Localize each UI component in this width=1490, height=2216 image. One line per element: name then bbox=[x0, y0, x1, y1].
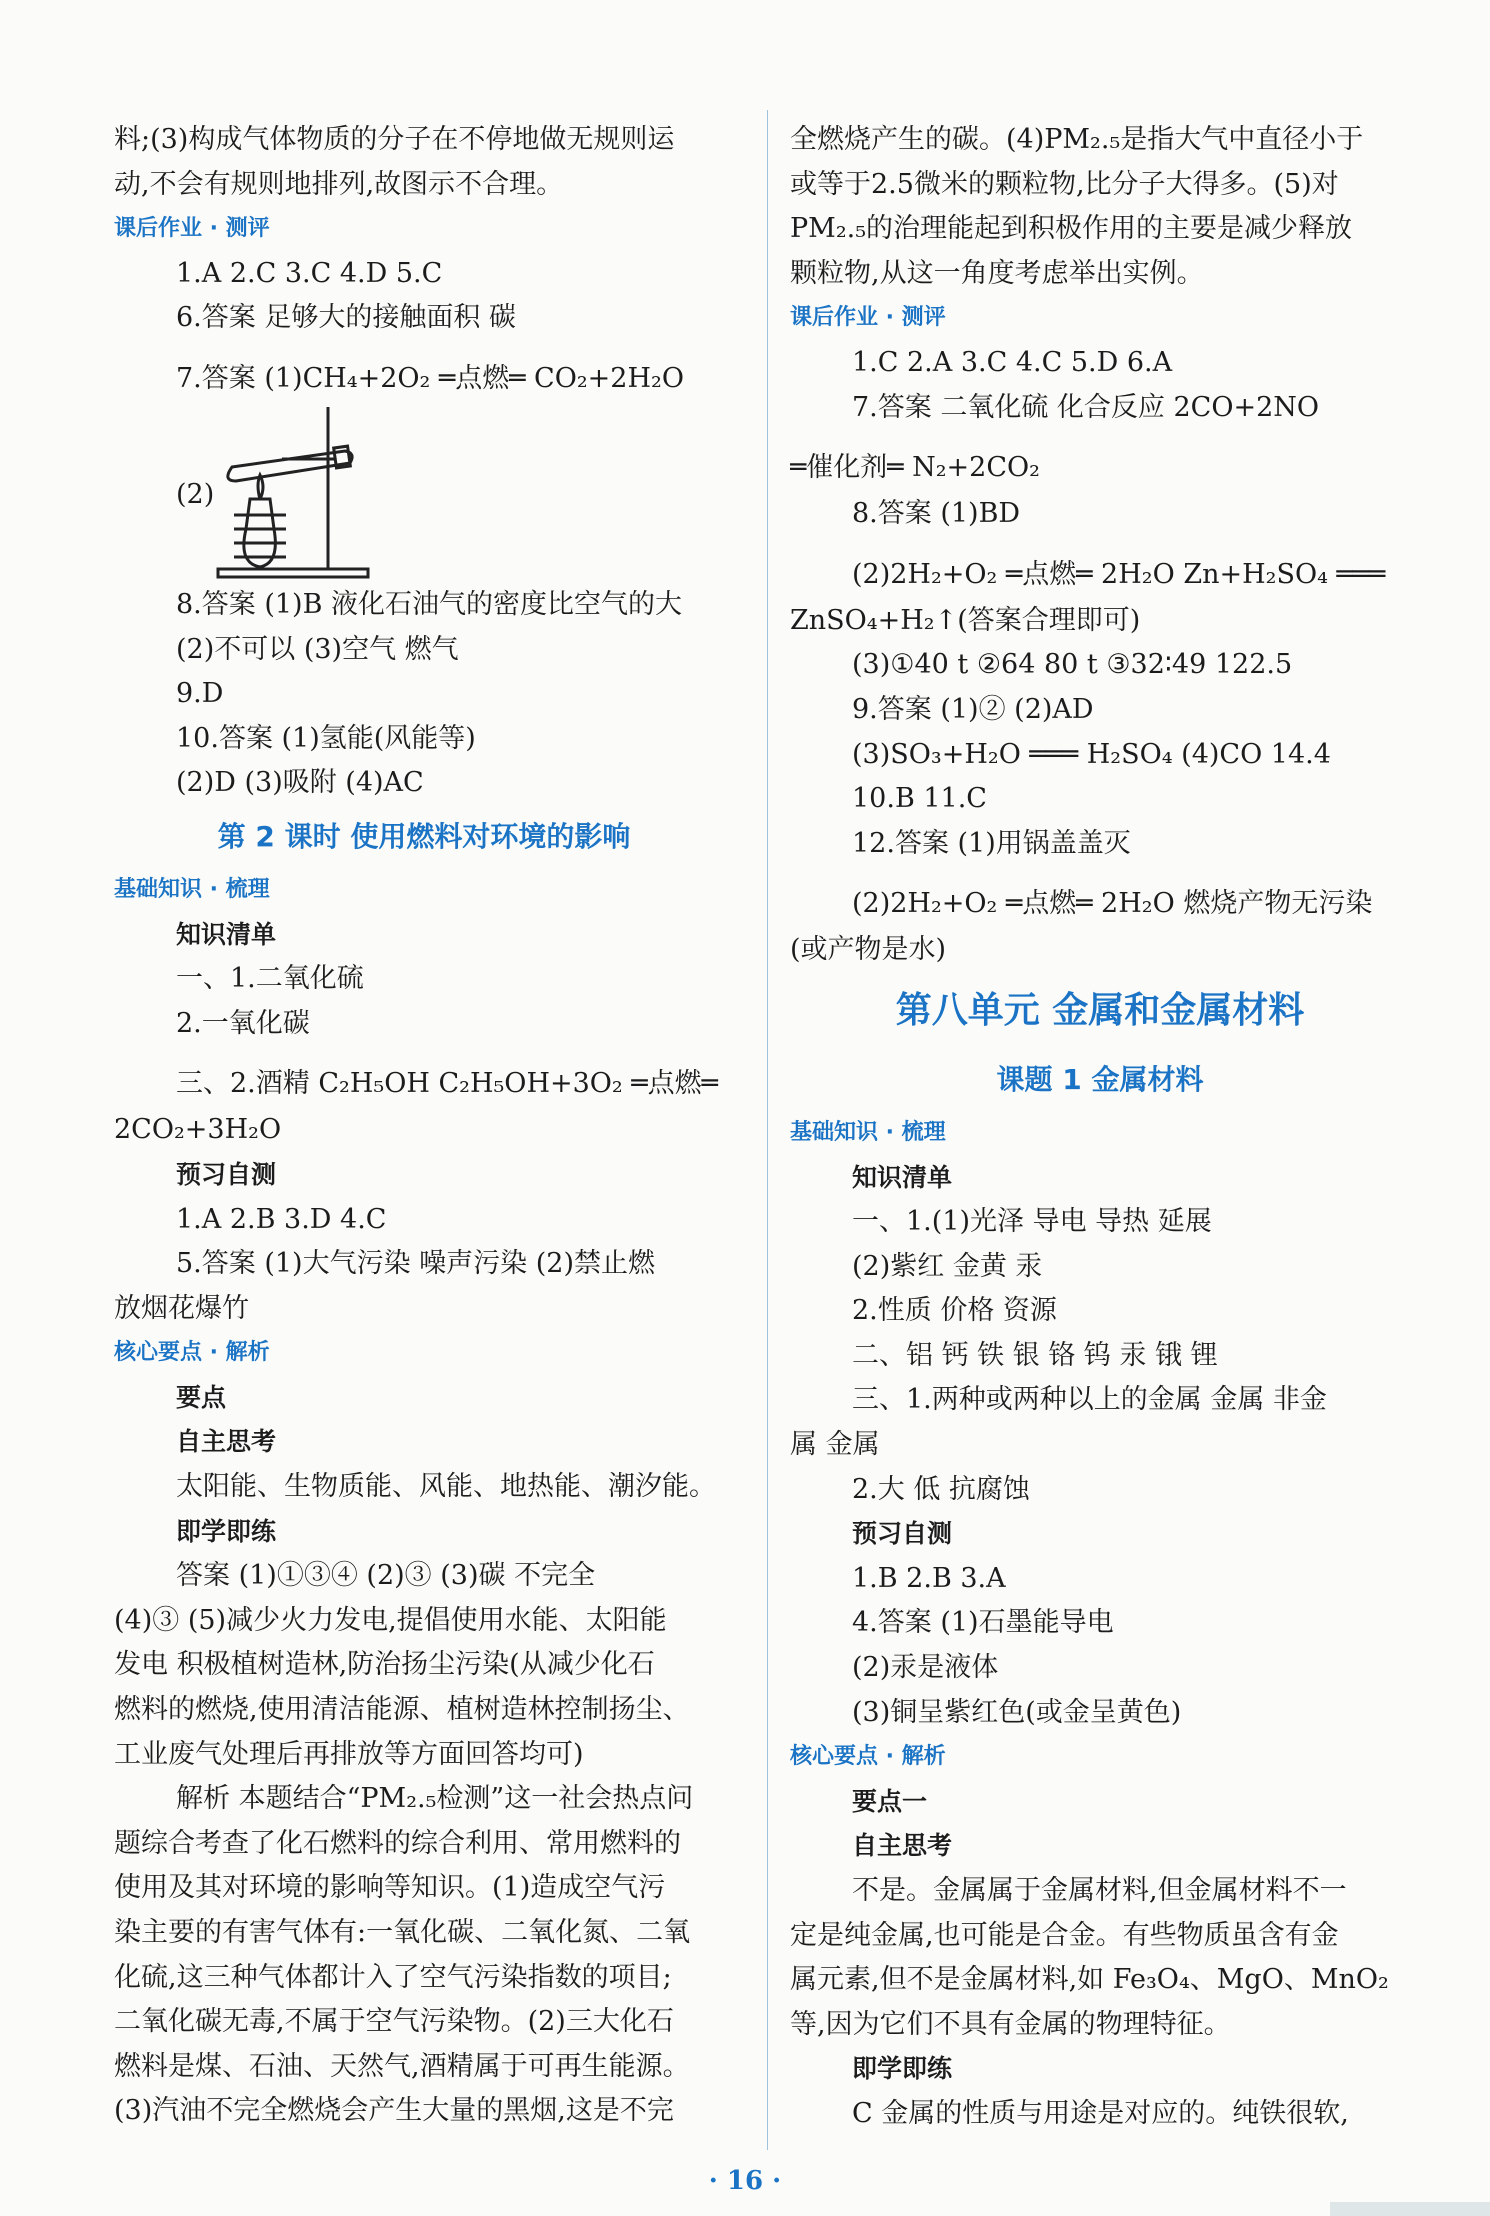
section-tag: 课后作业 · 测评 bbox=[114, 216, 270, 242]
section-tag: 核心要点 · 解析 bbox=[790, 1744, 946, 1770]
text-line: 不是。金属属于金属材料,但金属材料不一 bbox=[852, 1875, 1347, 1906]
text-line: (2)紫红 金黄 汞 bbox=[852, 1250, 1043, 1282]
text-line: PM₂.₅的治理能起到积极作用的主要是减少释放 bbox=[790, 213, 1353, 245]
section-tag: 基础知识 · 梳理 bbox=[790, 1119, 946, 1145]
unit-title: 第八单元 金属和金属材料 bbox=[895, 989, 1305, 1031]
text-line: 三、2.酒精 C₂H₅OH C₂H₅OH+3O₂ ═点燃═ bbox=[176, 1068, 718, 1100]
text-line: 一、1.(1)光泽 导电 导热 延展 bbox=[852, 1206, 1212, 1238]
text-line: ZnSO₄+H₂↑(答案合理即可) bbox=[790, 604, 1141, 636]
text-line: 答案 (1)①③④ (2)③ (3)碳 不完全 bbox=[176, 1560, 596, 1592]
text-line: 全燃烧产生的碳。(4)PM₂.₅是指大气中直径小于 bbox=[790, 124, 1364, 155]
text-line: 或等于2.5微米的颗粒物,比分子大得多。(5)对 bbox=[790, 168, 1339, 200]
section-tag: 核心要点 · 解析 bbox=[114, 1340, 270, 1366]
text-line: 太阳能、生物质能、风能、地热能、潮汐能。 bbox=[176, 1471, 716, 1503]
lesson-title: 第 2 课时 使用燃料对环境的影响 bbox=[217, 819, 631, 853]
text-line: (3)①40 t ②64 80 t ③32∶49 122.5 bbox=[852, 649, 1293, 681]
text-line: 10.B 11.C bbox=[852, 783, 987, 815]
text-line: 8.答案 (1)B 液化石油气的密度比空气的大 bbox=[176, 588, 683, 620]
text-line: 属 金属 bbox=[790, 1429, 880, 1461]
apparatus-label: (2) bbox=[176, 478, 215, 510]
text-line: (3)SO₃+H₂O ═══ H₂SO₄ (4)CO 14.4 bbox=[852, 738, 1331, 770]
text-line: 7.答案 (1)CH₄+2O₂ ═点燃═ CO₂+2H₂O bbox=[176, 362, 684, 394]
text-line: 10.答案 (1)氢能(风能等) bbox=[176, 722, 476, 754]
text-line: (3)铜呈紫红色(或金呈黄色) bbox=[852, 1696, 1182, 1728]
text-line: 动,不会有规则地排列,故图示不合理。 bbox=[114, 168, 564, 200]
text-line: 属元素,但不是金属材料,如 Fe₃O₄、MgO、MnO₂ bbox=[790, 1964, 1389, 1996]
text-line: (3)汽油不完全燃烧会产生大量的黑烟,这是不完 bbox=[114, 2095, 674, 2127]
text-line: 使用及其对环境的影响等知识。(1)造成空气污 bbox=[114, 1872, 666, 1904]
page-corner-strip bbox=[1330, 2202, 1490, 2216]
sub-heading: 要点 bbox=[176, 1382, 227, 1412]
text-line: 9.答案 (1)② (2)AD bbox=[852, 693, 1094, 725]
section-tag: 课后作业 · 测评 bbox=[790, 305, 946, 331]
text-line: 三、1.两种或两种以上的金属 金属 非金 bbox=[852, 1384, 1327, 1416]
text-line: (2)2H₂+O₂ ═点燃═ 2H₂O Zn+H₂SO₄ ═══ bbox=[852, 558, 1386, 590]
text-line bbox=[114, 403, 734, 583]
text-line: 染主要的有害气体有:一氧化碳、二氧化氮、二氧 bbox=[114, 1917, 691, 1948]
lesson-title: 课题 1 金属材料 bbox=[996, 1062, 1204, 1096]
text-line: 1.B 2.B 3.A bbox=[852, 1562, 1006, 1594]
sub-heading: 自主思考 bbox=[852, 1831, 953, 1861]
sub-heading: 要点一 bbox=[852, 1786, 928, 1816]
left-column bbox=[114, 118, 734, 2134]
section-tag: 基础知识 · 梳理 bbox=[114, 876, 270, 902]
text-line: 6.答案 足够大的接触面积 碳 bbox=[176, 302, 516, 334]
sub-heading: 预习自测 bbox=[176, 1159, 277, 1189]
text-line: 2CO₂+3H₂O bbox=[114, 1114, 282, 1146]
text-line: 5.答案 (1)大气污染 噪声污染 (2)禁止燃 bbox=[176, 1248, 655, 1280]
text-line: 燃料是煤、石油、天然气,酒精属于可再生能源。 bbox=[114, 2050, 690, 2082]
page-number: · 16 · bbox=[708, 2166, 782, 2196]
text-line: ═催化剂═ N₂+2CO₂ bbox=[790, 452, 1040, 484]
text-line: 料;(3)构成气体物质的分子在不停地做无规则运 bbox=[114, 124, 675, 155]
sub-heading: 知识清单 bbox=[176, 919, 277, 949]
text-line: 4.答案 (1)石墨能导电 bbox=[852, 1607, 1114, 1639]
text-line: 化硫,这三种气体都计入了空气污染指数的项目; bbox=[114, 1961, 672, 1993]
column-divider bbox=[767, 110, 768, 2150]
text-line: 2.一氧化碳 bbox=[176, 1007, 310, 1039]
text-line: 颗粒物,从这一角度考虑举出实例。 bbox=[790, 257, 1204, 289]
text-line: 等,因为它们不具有金属的物理特征。 bbox=[790, 2008, 1231, 2040]
text-line: 一、1.二氧化硫 bbox=[176, 963, 364, 995]
text-line: 发电 积极植树造林,防治扬尘污染(从减少化石 bbox=[114, 1649, 655, 1681]
text-line: 燃料的燃烧,使用清洁能源、植树造林控制扬尘、 bbox=[114, 1694, 690, 1726]
text-line: 12.答案 (1)用锅盖盖灭 bbox=[852, 827, 1131, 859]
text-line: 9.D bbox=[176, 678, 224, 710]
text-line: 工业废气处理后再排放等方面回答均可) bbox=[114, 1738, 584, 1770]
text-line: 1.A 2.C 3.C 4.D 5.C bbox=[176, 257, 443, 289]
sub-heading: 自主思考 bbox=[176, 1427, 277, 1457]
text-line: (4)③ (5)减少火力发电,提倡使用水能、太阳能 bbox=[114, 1604, 667, 1636]
text-line: 2.性质 价格 资源 bbox=[852, 1295, 1057, 1327]
right-column bbox=[790, 118, 1410, 2137]
text-line: (2)2H₂+O₂ ═点燃═ 2H₂O 燃烧产物无污染 bbox=[852, 888, 1373, 920]
text-line: 二、铝 钙 铁 银 铬 钨 汞 锇 锂 bbox=[852, 1339, 1218, 1371]
text-line: C 金属的性质与用途是对应的。纯铁很软, bbox=[852, 2097, 1349, 2129]
text-line: 1.A 2.B 3.D 4.C bbox=[176, 1203, 387, 1235]
text-line: 1.C 2.A 3.C 4.C 5.D 6.A bbox=[852, 346, 1173, 378]
text-line: (2)D (3)吸附 (4)AC bbox=[176, 767, 424, 799]
text-line: 放烟花爆竹 bbox=[114, 1292, 249, 1324]
text-line: 7.答案 二氧化硫 化合反应 2CO+2NO bbox=[852, 391, 1320, 423]
heating-apparatus-icon bbox=[210, 403, 380, 581]
text-line: 解析 本题结合“PM₂.₅检测”这一社会热点问 bbox=[176, 1783, 694, 1815]
sub-heading: 知识清单 bbox=[852, 1162, 953, 1192]
text-line: (2)汞是液体 bbox=[852, 1652, 999, 1684]
text-line: 定是纯金属,也可能是合金。有些物质虽含有金 bbox=[790, 1919, 1339, 1951]
sub-heading: 即学即练 bbox=[852, 2054, 953, 2084]
text-line: (2)不可以 (3)空气 燃气 bbox=[176, 633, 459, 665]
sub-heading: 即学即练 bbox=[176, 1516, 277, 1546]
text-line: (或产物是水) bbox=[790, 934, 947, 966]
text-line: 2.大 低 抗腐蚀 bbox=[852, 1473, 1030, 1505]
text-line: 题综合考查了化石燃料的综合利用、常用燃料的 bbox=[114, 1827, 681, 1859]
text-line: 二氧化碳无毒,不属于空气污染物。(2)三大化石 bbox=[114, 2006, 674, 2038]
text-line: 8.答案 (1)BD bbox=[852, 498, 1021, 530]
sub-heading: 预习自测 bbox=[852, 1519, 953, 1549]
